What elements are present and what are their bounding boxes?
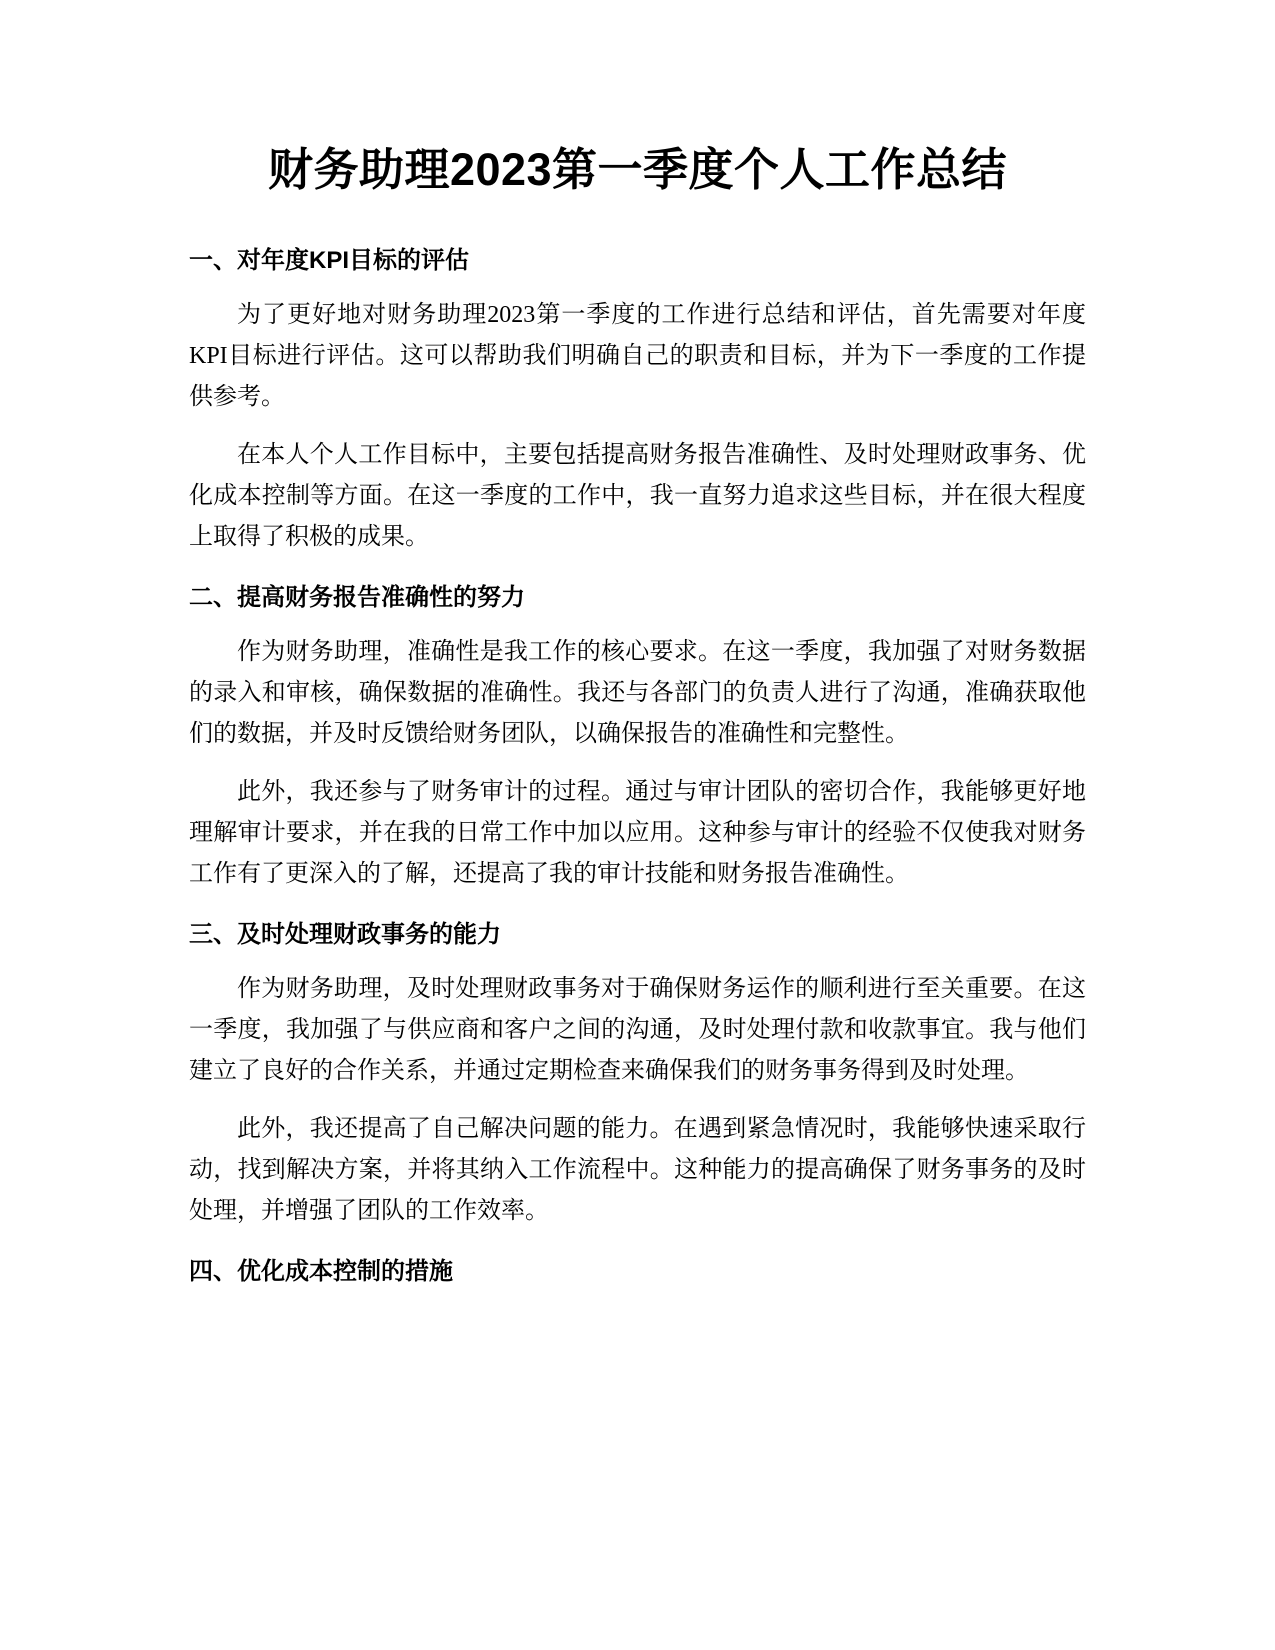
paragraph: 作为财务助理，及时处理财政事务对于确保财务运作的顺利进行至关重要。在这一季度，我加强了与供应商和客户之间的沟通，及时处理付款和收款事宜。我与他们建立了良好的合作关系，并通过定期检查来确保我们的财务事务得到及时处理。 [189, 976, 1086, 1084]
paragraph: 为了更好地对财务助理2023第一季度的工作进行总结和评估，首先需要对年度KPI目标进行评估。这可以帮助我们明确自己的职责和目标，并为下一季度的工作提供参考。 [189, 302, 1086, 410]
document-body [189, 140, 1086, 1312]
section-report-accuracy [189, 581, 1086, 895]
section-heading: 二、提高财务报告准确性的努力 [189, 584, 525, 611]
section-cost-control [189, 1255, 1086, 1289]
paragraph: 作为财务助理，准确性是我工作的核心要求。在这一季度，我加强了对财务数据的录入和审核，确保数据的准确性。我还与各部门的负责人进行了沟通，准确获取他们的数据，并及时反馈给财务团队，以确保报告的准确性和完整性。 [189, 639, 1086, 747]
section-heading: 四、优化成本控制的措施 [189, 1258, 453, 1285]
paragraph: 此外，我还提高了自己解决问题的能力。在遇到紧急情况时，我能够快速采取行动，找到解决方案，并将其纳入工作流程中。这种能力的提高确保了财务事务的及时处理，并增强了团队的工作效率。 [189, 1116, 1086, 1224]
section-heading: 一、对年度KPI目标的评估 [189, 247, 470, 274]
section-timely-processing [189, 918, 1086, 1232]
paragraph: 在本人个人工作目标中，主要包括提高财务报告准确性、及时处理财政事务、优化成本控制等方面。在这一季度的工作中，我一直努力追求这些目标，并在很大程度上取得了积极的成果。 [189, 442, 1086, 550]
document-title: 财务助理2023第一季度个人工作总结 [267, 144, 1008, 195]
section-heading: 三、及时处理财政事务的能力 [189, 921, 501, 948]
paragraph: 此外，我还参与了财务审计的过程。通过与审计团队的密切合作，我能够更好地理解审计要求，并在我的日常工作中加以应用。这种参与审计的经验不仅使我对财务工作有了更深入的了解，还提高了我的审计技能和财务报告准确性。 [189, 779, 1086, 887]
section-kpi-evaluation [189, 244, 1086, 558]
